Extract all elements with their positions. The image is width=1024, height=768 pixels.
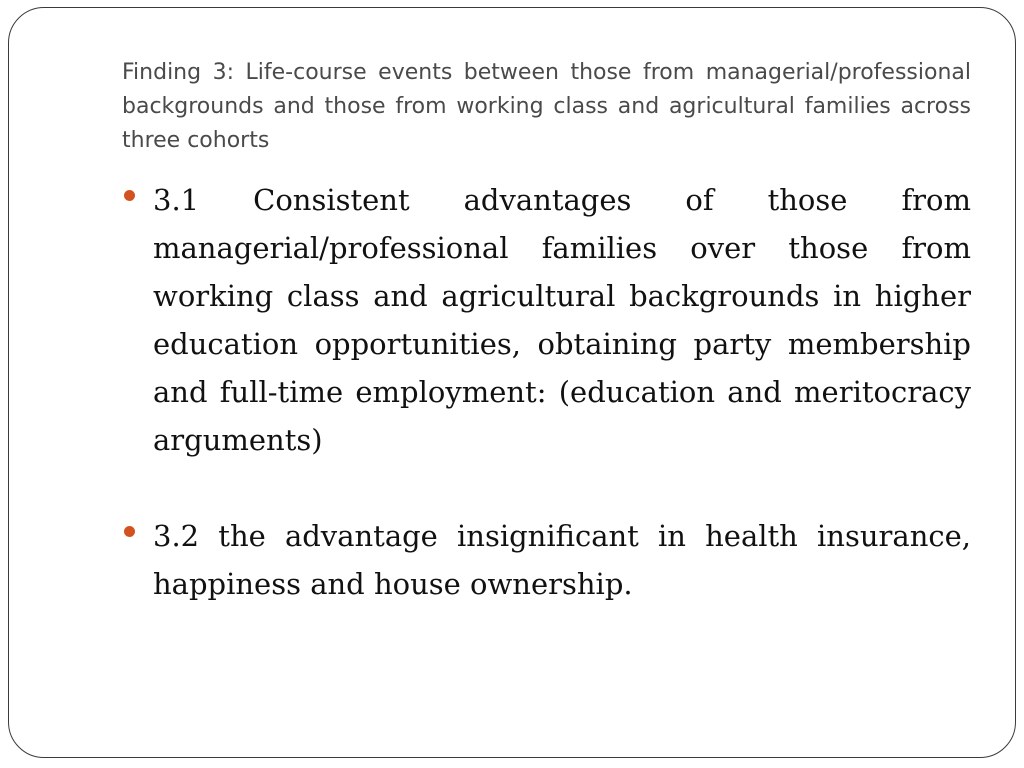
bullet-item: [122, 176, 971, 464]
slide-frame: [8, 7, 1016, 758]
bullet-item: [122, 512, 971, 608]
bullet-dot-icon: [124, 190, 135, 201]
bullet-list: [122, 176, 971, 608]
bullet-text: 3.2 the advantage insignificant in health insurance, happiness and house ownership.: [153, 519, 971, 601]
bullet-text: 3.1 Consistent advantages of those from managerial/professional families over those from working class and agricultural backgrounds in higher education opportunities, obtaining party membership and full-time employment: (education and meritocracy arguments): [153, 183, 971, 457]
bullet-dot-icon: [124, 526, 135, 537]
slide-title: Finding 3: Life-course events between those from managerial/professional backgrounds and those from working class and agricultural families across three cohorts: [122, 60, 971, 153]
